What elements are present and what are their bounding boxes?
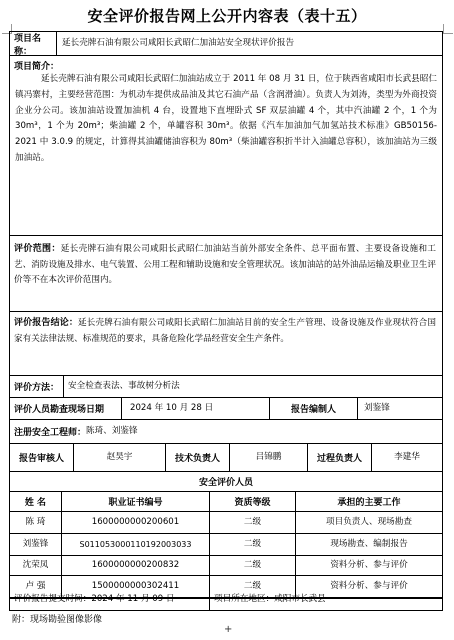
staff-name: 卢 强 <box>10 576 62 597</box>
engineers-block <box>10 420 442 443</box>
page-title: 安全评价报告网上公开内容表（表十五） <box>87 7 367 25</box>
staff-name: 陈 琦 <box>10 512 62 533</box>
project-intro-row <box>10 56 442 236</box>
staff-level: 二级 <box>210 534 296 555</box>
engineers-row <box>10 420 442 444</box>
reviewer-label: 报告审核人 <box>10 444 74 471</box>
staff-section-title: 安全评价人员 <box>10 472 442 492</box>
staff-header-cert: 职业证书编号 <box>62 492 210 511</box>
tech-label: 技术负责人 <box>166 444 230 471</box>
conclusion-label: 评价报告结论： <box>14 318 78 328</box>
staff-level: 二级 <box>210 576 296 597</box>
staff-name: 刘鉴锋 <box>10 534 62 555</box>
staff-cert: 1600000000200601 <box>62 512 210 533</box>
text-cursor-icon: + <box>224 624 233 635</box>
staff-name: 沈荣凤 <box>10 556 62 575</box>
submit-date-block <box>10 589 210 610</box>
footer-note: 附：现场勘验图像影像 <box>12 615 103 625</box>
site-survey-date: 2024 年 10 月 28 日 <box>122 398 270 419</box>
submit-date-label: 评价报告提交时间： <box>14 593 92 604</box>
eval-scope-block <box>14 242 436 289</box>
table-row <box>10 556 442 576</box>
staff-cert: 1500000000302411 <box>62 576 210 597</box>
method-label: 评价方法： <box>10 376 64 397</box>
submit-row <box>9 589 443 611</box>
project-name-row <box>10 32 442 56</box>
site-survey-label: 评价人员勘查现场日期 <box>10 398 122 419</box>
crop-mark <box>443 24 453 34</box>
staff-header-level: 资质等级 <box>210 492 296 511</box>
engineers-label: 注册安全工程师： <box>14 428 87 438</box>
location-label: 项目所在地区： <box>214 593 275 604</box>
eval-scope-label: 评价范围： <box>14 244 61 254</box>
staff-level: 二级 <box>210 512 296 533</box>
site-survey-row <box>10 398 442 420</box>
project-intro-label: 项目简介： <box>14 62 60 72</box>
location-block <box>210 589 442 610</box>
project-intro-text: 延长壳牌石油有限公司咸阳长武昭仁加油站成立于 2011 年 08 月 31 日，位于陕西省咸阳市长武县昭仁镇冯寨村，主要经营范围：为机动车提供成品油及其它石油产品（含润滑油）。负责人为刘涛，类型为外商投资企业分公司。该加油站设置加油机 4 台，设置地下直埋卧式 SF 双层油罐 4 个，其中汽油罐 2 个，1 个为 30m³，1 个为 20m³；柴油罐 2 个，单罐容积 30m³。依据《汽车加油加气加氢站技术标准》GB50156-2021 中 3.0.9 的规定，计算得其油罐储油容积为 80m³（柴油罐容积折半计入油罐总容积），该加油站为三级加油站。 <box>15 74 437 163</box>
staff-header-work: 承担的主要工作 <box>337 498 401 508</box>
staff-cert: 1600000000200832 <box>62 556 210 575</box>
staff-header-row <box>10 492 442 512</box>
reviewer-value: 赵昊宇 <box>74 444 166 471</box>
submit-date-value: 2024 年 11 月 09 日 <box>91 593 175 604</box>
staff-work: 资料分析、参与评价 <box>330 580 408 591</box>
staff-work: 项目负责人、现场勘查 <box>326 516 412 527</box>
engineers-value: 陈琦、刘鉴锋 <box>86 425 138 436</box>
author-value: 刘鉴锋 <box>364 402 390 413</box>
table-row <box>10 512 442 534</box>
eval-scope-text: 延长壳牌石油有限公司咸阳长武昭仁加油站当前外部安全条件、总平面布置、主要设备设施和工艺、消防设施及排水、电气装置、公用工程和辅助设施和安全管理状况。该加油站的站外油品运输及职业卫生评价等不在本次评价范围内。 <box>14 244 436 286</box>
responsibles-row <box>10 444 442 472</box>
table-row <box>10 534 442 556</box>
conclusion-block <box>14 316 436 347</box>
staff-level: 二级 <box>210 556 296 575</box>
method-row <box>10 376 442 398</box>
location-value: 咸阳市长武县 <box>274 593 326 604</box>
process-label: 过程负责人 <box>308 444 372 471</box>
staff-work: 资料分析、参与评价 <box>330 559 408 570</box>
author-label: 报告编制人 <box>270 398 358 419</box>
staff-header-name: 姓 名 <box>10 492 62 511</box>
disclosure-table <box>9 31 443 599</box>
process-value: 李建华 <box>394 451 420 462</box>
staff-cert: S011053000110192003033 <box>62 534 210 555</box>
conclusion-row <box>10 312 442 376</box>
project-name-label: 项目名称： <box>10 32 57 55</box>
staff-work: 现场勘查、编制报告 <box>330 538 408 549</box>
conclusion-text: 延长壳牌石油有限公司咸阳长武昭仁加油站目前的安全生产管理、设备设施及作业现状符合国家有关法律法规、标准规范的要求，具备危险化学品经营安全生产条件。 <box>14 318 436 344</box>
eval-scope-row <box>10 236 442 312</box>
method-value: 安全检查表法、事故树分析法 <box>68 380 180 391</box>
project-name-value: 延长壳牌石油有限公司咸阳长武昭仁加油站安全现状评价报告 <box>62 37 295 48</box>
tech-value: 吕锦鹏 <box>230 444 308 471</box>
